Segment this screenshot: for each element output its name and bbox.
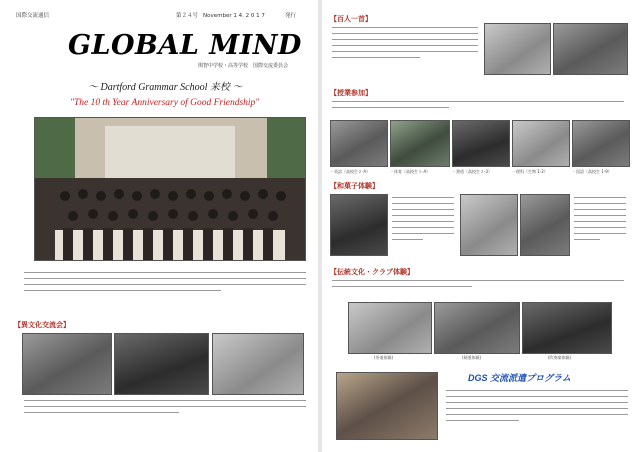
lesson-photo-5 — [572, 120, 630, 167]
one-word-photo-1 — [484, 23, 551, 75]
group-photo — [34, 117, 306, 261]
wagashi-photo-1 — [330, 194, 388, 256]
program-text-lines — [446, 390, 628, 426]
culture-photo-3 — [522, 302, 612, 354]
party-text-lines — [24, 400, 306, 418]
culture-photo-2 — [434, 302, 520, 354]
welcome-party-heading: 【異文化交流会】 — [14, 321, 70, 329]
wagashi-heading: 【和菓子体験】 — [330, 182, 379, 190]
lessons-heading: 【授業参加】 — [330, 89, 372, 97]
program-photo — [336, 372, 438, 440]
publisher-label: 関智中学校・高等学校 国際交流委員会 — [198, 63, 289, 69]
one-word-text-lines — [332, 27, 478, 63]
group-photo-illustration — [35, 118, 305, 260]
right-page — [322, 0, 640, 452]
program-title: DGS 交流派遣プログラム — [468, 373, 571, 383]
lessons-text-lines — [332, 101, 624, 113]
wagashi-photo-3 — [520, 194, 570, 256]
culture-club-heading: 【伝統文化・クラブ体験】 — [330, 268, 414, 276]
lesson-photo-2 — [390, 120, 450, 167]
lesson-caption-1: ・英語（高校生２-A） — [330, 169, 371, 174]
lesson-photo-4 — [512, 120, 570, 167]
issue-number: 第２４号 — [176, 13, 199, 19]
wagashi-text-lines-1 — [392, 197, 454, 245]
lesson-photo-1 — [330, 120, 388, 167]
lesson-photo-3 — [452, 120, 510, 167]
wagashi-photo-2 — [460, 194, 518, 256]
lesson-caption-3: ・書道（高校生２-3） — [452, 169, 492, 174]
party-photo-2 — [114, 333, 209, 395]
party-photo-3 — [212, 333, 304, 395]
intro-text-lines — [24, 272, 306, 296]
one-word-photo-2 — [553, 23, 628, 75]
issue-date: November 1 4. 2 0 1 7 — [203, 13, 265, 19]
culture-text-lines — [332, 280, 624, 292]
culture-caption-2: (剣道体験) — [462, 355, 482, 360]
release-label: 発行 — [285, 13, 297, 19]
one-word-heading: 【百人一首】 — [330, 15, 372, 23]
party-photo-1 — [22, 333, 112, 395]
culture-caption-1: (茶道体験) — [374, 355, 394, 360]
headline: ～ Dartford Grammar School 来校 ～ — [88, 82, 243, 93]
culture-caption-3: (吹奏楽体験) — [548, 355, 572, 360]
masthead-title: GLOBAL MIND — [68, 30, 302, 61]
subheadline: "The 10 th Year Anniversary of Good Friendship" — [70, 98, 260, 108]
lesson-caption-2: ・体育（高校生１-A） — [390, 169, 431, 174]
lesson-caption-4: ・理科（生物 1-2） — [512, 169, 548, 174]
org-label: 国際交流通信 — [16, 13, 50, 19]
culture-photo-1 — [348, 302, 432, 354]
lesson-caption-5: ・国語（高校生 1-9） — [572, 169, 612, 174]
wagashi-text-lines-2 — [574, 197, 626, 245]
left-page — [0, 0, 318, 452]
